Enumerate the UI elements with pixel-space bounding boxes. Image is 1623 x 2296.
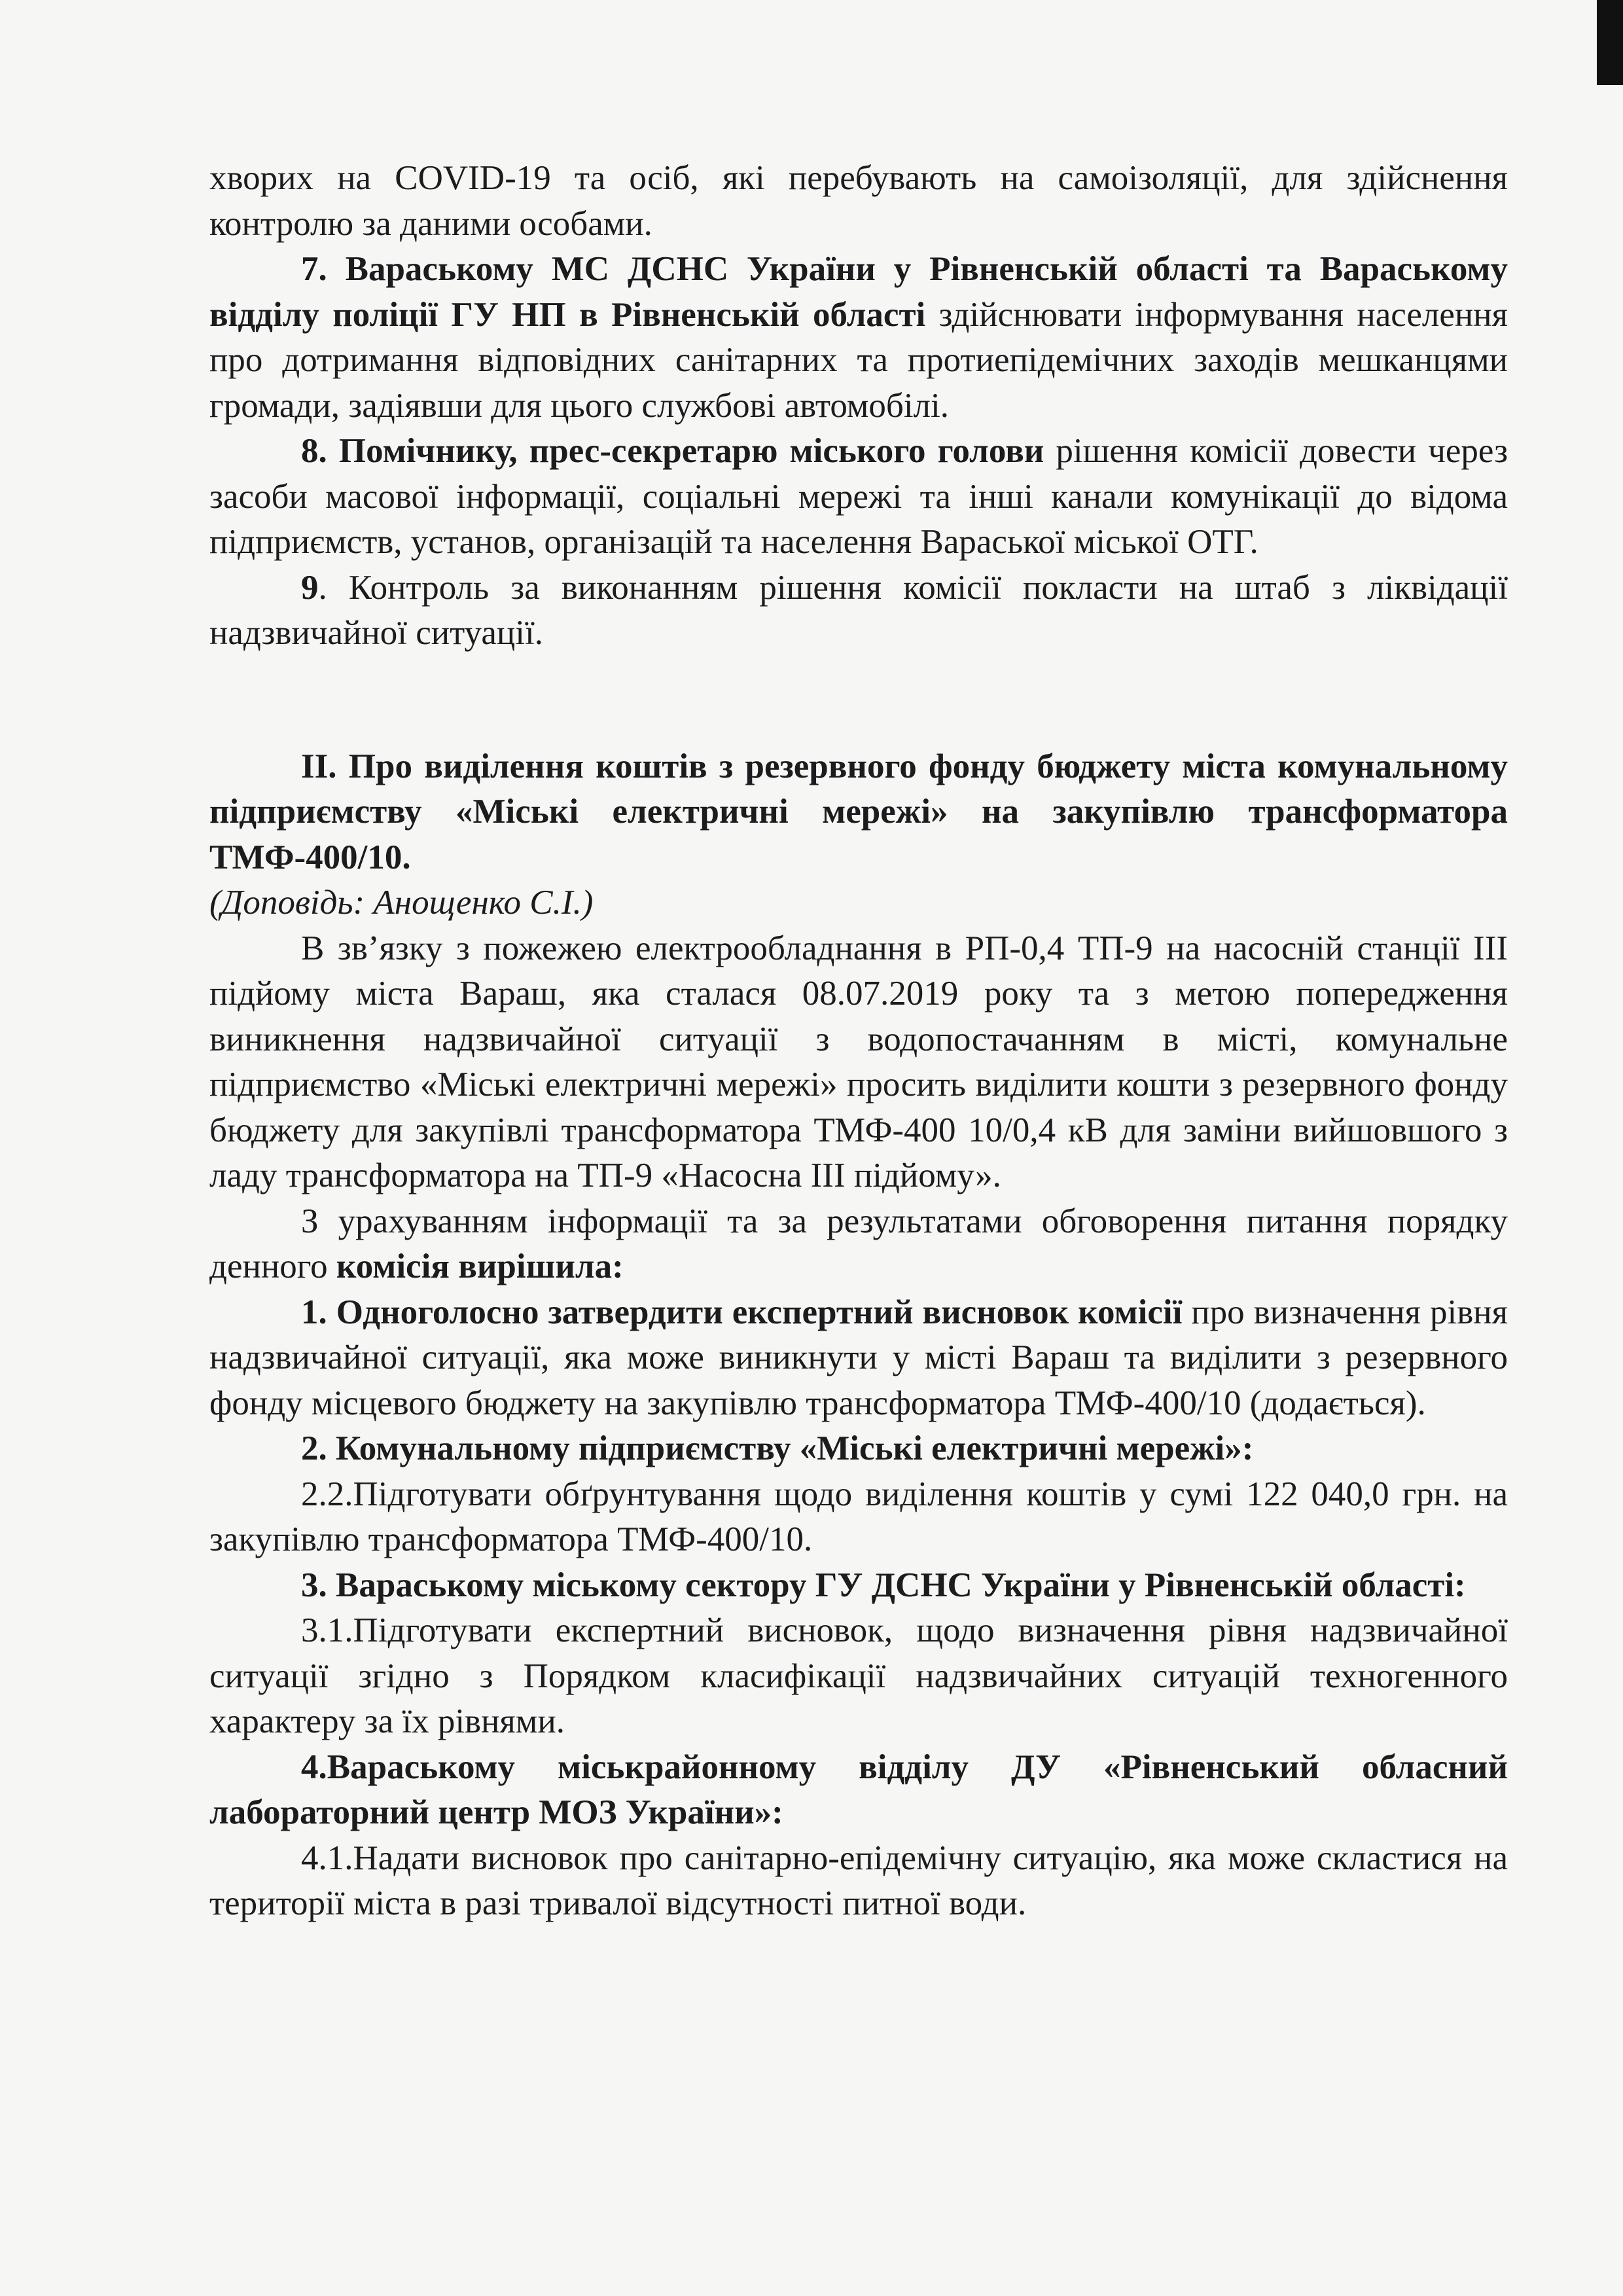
item-8-bold: Помічнику, прес-секретарю міського голови <box>338 432 1044 470</box>
paragraph-item-8 <box>209 429 1508 565</box>
section-2-item-4 <box>209 1745 1508 1836</box>
section-2-heading-text: ІІ. Про виділення коштів з резервного фонду бюджету міста комунальному підприємству «Міські електричні мережі» на закупівлю трансформатора ТМФ-400/10. <box>209 747 1508 876</box>
paragraph-item-7 <box>209 247 1508 429</box>
scan-edge-mark <box>1597 0 1623 85</box>
section-2-item-3 <box>209 1563 1508 1609</box>
item-1-text: про визначення рівня надзвичайної ситуації, яка може виникнути у місті Вараш та виділити з резервного фонду місцевого бюджету на закупівлю трансформатора ТМФ-400/10 (додається). <box>209 1293 1508 1422</box>
section-2-item-1 <box>209 1290 1508 1427</box>
item-9-number: 9 <box>301 568 319 607</box>
item-1-bold: 1. Одноголосно затвердити експертний висновок комісії <box>301 1293 1183 1331</box>
section-2-item-2 <box>209 1426 1508 1472</box>
item-8-number: 8. <box>301 432 327 470</box>
section-2-item-3-1: 3.1.Підготувати експертний висновок, щодо визначення рівня надзвичайної ситуації згідно з Порядком класифікації надзвичайних ситуацій техногенного характеру за їх рівнями. <box>209 1611 1508 1740</box>
item-7-number: 7. <box>301 250 327 288</box>
item-4-bold: 4.Вараському міськрайонному відділу ДУ «Рівненський обласний лабораторний центр МОЗ України»: <box>209 1748 1508 1831</box>
decision-bold: комісія вирішила: <box>336 1247 624 1285</box>
paragraph-covid-control: хворих на COVID-19 та осіб, які перебувають на самоізоляції, для здійснення контролю за даними особами. <box>209 159 1508 243</box>
document-page <box>209 156 1508 1927</box>
item-3-bold: 3. Вараському міському сектору ГУ ДСНС України у Рівненській області: <box>301 1566 1466 1604</box>
spacer <box>209 656 1508 744</box>
section-2-decision <box>209 1199 1508 1290</box>
item-9-text: . Контроль за виконанням рішення комісії покласти на штаб з ліквідації надзвичайної ситуації. <box>209 568 1508 652</box>
paragraph-item-9 <box>209 565 1508 656</box>
section-2-heading <box>209 744 1508 881</box>
section-2-item-2-1: 2.2.Підготувати обґрунтування щодо виділення коштів у сумі 122 040,0 грн. на закупівлю трансформатора ТМФ-400/10. <box>209 1475 1508 1558</box>
section-2-report <box>209 880 1508 926</box>
item-7-bold: Вараському МС ДСНС України у Рівненській області та Вараському відділу поліції ГУ НП в Рівненській області <box>209 250 1508 334</box>
section-2-intro: В зв’язку з пожежею електрообладнання в РП-0,4 ТП-9 на насосній станції ІІІ підйому міста Вараш, яка сталася 08.07.2019 року та з метою попередження виникнення надзвичайної ситуації з водопостачанням в місті, комунальне підприємство «Міські електричні мережі» просить виділити кошти з резервного фонду бюджету для закупівлі трансформатора ТМФ-400 10/0,4 кВ для заміни вийшовшого з ладу трансформатора на ТП-9 «Насосна ІІІ підйому». <box>209 929 1508 1194</box>
item-2-bold: 2. Комунальному підприємству «Міські електричні мережі»: <box>301 1429 1254 1467</box>
section-2-report-text: (Доповідь: Анощенко С.І.) <box>209 884 594 922</box>
decision-text: З урахуванням інформації та за результатами обговорення питання порядку денного <box>209 1202 1508 1285</box>
section-2-item-4-1: 4.1.Надати висновок про санітарно-епідемічну ситуацію, яка може скластися на території міста в разі тривалої відсутності питної води. <box>209 1839 1508 1922</box>
item-8-text: рішення комісії довести через засоби масової інформації, соціальні мережі та інші канали комунікації до відома підприємств, установ, організацій та населення Вараської міської ОТГ. <box>209 432 1508 561</box>
item-7-text: здійснювати інформування населення про дотримання відповідних санітарних та протиепідемічних заходів мешканцями громади, задіявши для цього службові автомобілі. <box>209 295 1508 425</box>
